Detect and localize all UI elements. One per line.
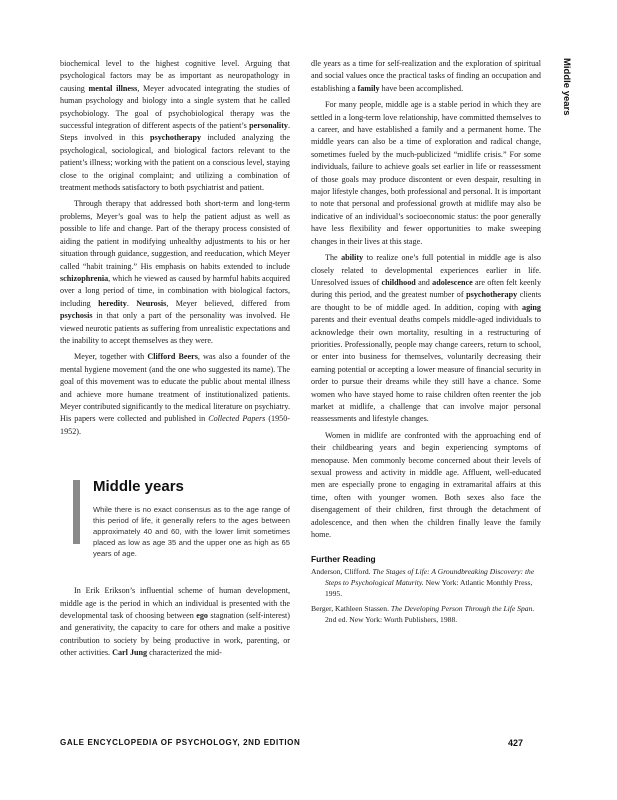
paragraph-ability: The ability to realize one’s full potential in middle age is also closely related to developmental experiences earlier in life. Unresolved issues of childhood and adolescence are often felt keenly during this period, and the greatest number of psychotherapy clients are thought to be of middle aged. In addition, coping with aging parents and their eventual deaths compels middle-aged individuals to acknowledge their own mortality, resulting in a restructuring of priorities. Professionally, people may change careers, return to school, or enter into business for themselves, voluntarily decreasing their earning potential or accepting a lower measure of financial security in order to pursue their dreams while they still have a chance. Some women who have stayed home to raise children often reenter the job market at midlife, a challenge that can involve major personal reassessments and lifestyle changes. (311, 253, 542, 424)
term-psychosis[interactable]: psychosis (60, 311, 93, 321)
footer-publication: GALE ENCYCLOPEDIA OF PSYCHOLOGY, 2ND EDITION (60, 738, 301, 747)
term-ability[interactable]: ability (341, 253, 364, 263)
paragraph-meyer-therapy: Through therapy that addressed both short-term and long-term problems, Meyer’s goal was to help the patient adjust as well as possible to life and change. Part of the therapy process consisted of aiding the patient in modifying unhealthy adjustments to his or her situation through guidance, suggestion, and reeducation, which Meyer called “habit training.” His emphasis on habits extended to include schizophrenia, which he viewed as caused by harmful habits acquired over a long period of time, in combination with biological factors, including heredity. Neurosis, Meyer believed, differed from psychosis in that only a part of the personality was involved. He viewed neurotic patients as suffering from unrealistic expectations and the inability to accept themselves as they were. (60, 199, 290, 345)
term-clifford-beers[interactable]: Clifford Beers (147, 352, 198, 362)
paragraph-women-men-midlife: Women in midlife are confronted with the approaching end of their childbearing years and begin experiencing symptoms of menopause. Men commonly become concerned about their levels of sexual prowess and activity in middle age. Affluent, well-educated men are especially prone to engaging in extramarital affairs at this time, often with younger women. Both sexes also face the disengagement of their children, first through the detachment of adolescence, and then when the children finally leave the family home. (311, 430, 541, 540)
term-neurosis[interactable]: Neurosis (136, 298, 167, 308)
paragraph-meyer-psychobiology: biochemical level to the highest cognitive level. Arguing that psychological factors may be as important as neuropathology in causing mental illness, Meyer advocated integrating the studies of human psychology and biology into a single system that he called psychobiology. The goal of psychobiological therapy was the successful integration of different aspects of the patient’s personality. Steps involved in this psychotherapy included analyzing the psychological, sociological, and biological factors relevant to the patient’s illness; working with the patient on a conscious level, staying close to the original complaint; and utilizing a combination of treatment methods satisfactory to both psychiatrist and patient. (60, 59, 291, 193)
side-label-text: Middle years (561, 58, 572, 116)
term-ego[interactable]: ego (196, 611, 208, 620)
title-collected-papers: Collected Papers (208, 414, 266, 424)
term-carl-jung[interactable]: Carl Jung (112, 648, 148, 658)
term-mental-illness[interactable]: mental illness (88, 83, 138, 93)
paragraph-stable-period: For many people, middle age is a stable period in which they are settled in a long-term love relationship, have committed themselves to a career, and have established a family and a permanent home. The middle years can also be a time of exploration and radical change, sometimes fueled by the much-publicized “midlife crisis.” For some individuals, failure to achieve goals set earlier in life or reassessment of those goals may produce discontent or even despair, resulting in major lifestyle changes, both professional and personal. It is important to note that personal and professional growth at midlife may also be indicative of an individual’s socioeconomic status: the poor generally have less flexibility and fewer opportunities to make sweeping changes in their lives at this stage. (311, 100, 541, 246)
term-aging[interactable]: aging (522, 302, 541, 312)
section-title: Middle years (93, 478, 184, 496)
reference-berger: Berger, Kathleen Stassen. The Developing Person Through the Life Span. 2nd ed. New York: Worth Publishers, 1988. (311, 603, 535, 624)
section-marker-bar (73, 480, 80, 544)
term-adolescence[interactable]: adolescence (432, 277, 473, 287)
section-middle-years (60, 478, 290, 559)
paragraph-erikson: In Erik Erikson’s influential scheme of human development, middle age is the period in which an individual is presented with the developmental task of choosing between ego stagnation (self-interest) and generativity, the capacity to care for others and make a positive contribution to society by being productive in work, parenting, or other activities. Carl Jung characterized the mid- (60, 586, 291, 658)
paragraph-meyer-mental-hygiene: Meyer, together with Clifford Beers, was also a founder of the mental hygiene movement (and the one who suggested its name). The goal of this movement was to educate the public about mental illness and achieve more humane treatment of institutionalized patients. Meyer contributed significantly to the medical literature on psychiatry. His papers were collected and published in Collected Papers (1950-1952). (60, 352, 290, 436)
paragraph-jung-continued: dle years as a time for self-realization and the exploration of spiritual and social values once the practical tasks of finding an occupation and establishing a family have been accomplished. (311, 59, 541, 93)
section-definition: While there is no exact consensus as to the age range of this period of life, it generally refers to the ages between approximately 40 and 60, with the lower limit sometimes placed as low as age 35 and the upper one as high as 65 years of age. (93, 505, 290, 559)
left-column (60, 58, 290, 660)
further-reading-heading: Further Reading (311, 554, 376, 565)
term-psychotherapy[interactable]: psychotherapy (150, 133, 202, 143)
reference-anderson: Anderson, Clifford. The Stages of Life: A Groundbreaking Discovery: the Steps to Psychological Maturity. New York: Atlantic Monthly Press, 1995. (311, 566, 535, 598)
term-family[interactable]: family (357, 83, 380, 93)
running-head-vertical (542, 58, 602, 128)
right-column (311, 58, 541, 625)
term-childhood[interactable]: childhood (381, 277, 416, 287)
term-schizophrenia[interactable]: schizophrenia (60, 273, 109, 283)
term-personality[interactable]: personality (249, 121, 288, 131)
term-psychotherapy-2[interactable]: psychotherapy (466, 290, 518, 300)
term-heredity[interactable]: heredity (98, 298, 127, 308)
footer-page-number: 427 (508, 738, 524, 748)
